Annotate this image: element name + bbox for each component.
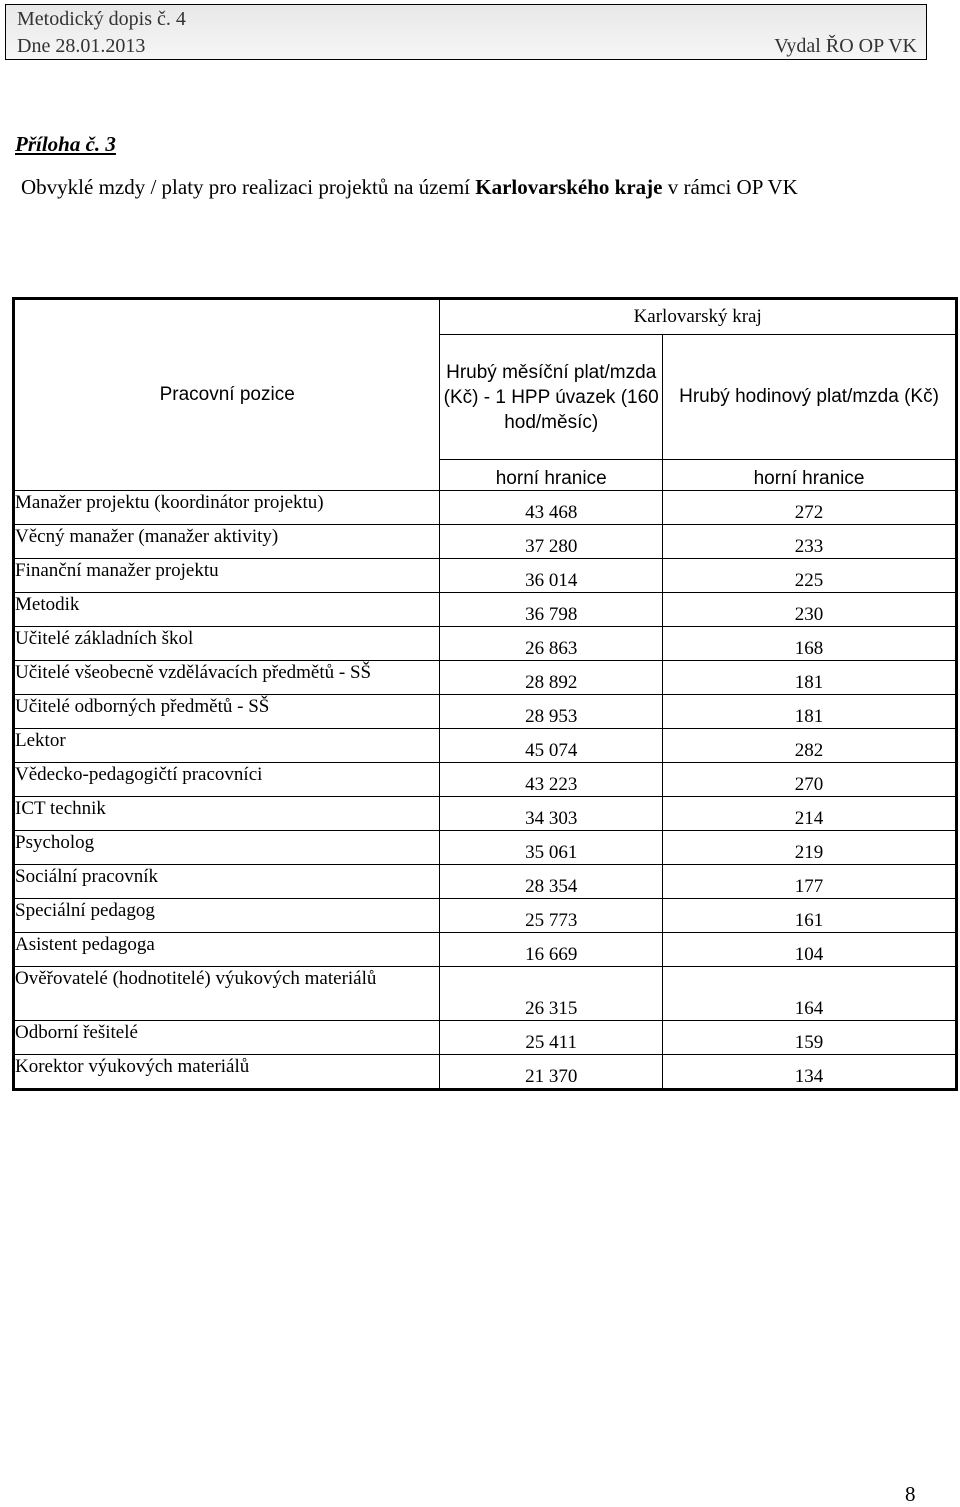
role-cell: Odborní řešitelé [14,1021,440,1055]
role-cell: Učitelé základních škol [14,627,440,661]
table-row [14,593,957,627]
monthly-salary-cell: 28 892 [440,661,663,695]
role-cell: Finanční manažer projektu [14,559,440,593]
subtitle-text-before: Obvyklé mzdy / platy pro realizaci projektů na území [21,175,476,199]
issuer: Vydal ŘO OP VK [774,35,917,57]
hourly-salary-cell: 134 [663,1055,957,1090]
hourly-salary-cell: 159 [663,1021,957,1055]
hourly-salary-cell: 177 [663,865,957,899]
table-row [14,899,957,933]
monthly-salary-cell: 43 223 [440,763,663,797]
page-number: 8 [905,1482,916,1506]
region-header-row [14,299,957,335]
table-row [14,967,957,1021]
subtitle-text-after: v rámci OP VK [662,175,798,199]
hourly-upper-bound-header: horní hranice [663,460,957,491]
hourly-salary-cell: 219 [663,831,957,865]
table-row [14,1055,957,1090]
role-cell: Manažer projektu (koordinátor projektu) [14,491,440,525]
monthly-salary-cell: 26 315 [440,967,663,1021]
table-row [14,797,957,831]
role-cell: Věcný manažer (manažer aktivity) [14,525,440,559]
role-cell: Korektor výukových materiálů [14,1055,440,1090]
hourly-salary-cell: 164 [663,967,957,1021]
salary-table [12,297,958,1091]
table-row [14,661,957,695]
region-header: Karlovarský kraj [440,299,957,335]
monthly-salary-cell: 45 074 [440,729,663,763]
table-row [14,933,957,967]
role-cell: Lektor [14,729,440,763]
issue-date: Dne 28.01.2013 [17,35,146,57]
table-row [14,831,957,865]
monthly-salary-cell: 36 798 [440,593,663,627]
monthly-salary-cell: 34 303 [440,797,663,831]
monthly-salary-cell: 36 014 [440,559,663,593]
role-cell: ICT technik [14,797,440,831]
hourly-salary-cell: 272 [663,491,957,525]
monthly-salary-cell: 16 669 [440,933,663,967]
hourly-salary-cell: 161 [663,899,957,933]
document-subtitle [21,175,798,200]
role-cell: Učitelé odborných předmětů - SŠ [14,695,440,729]
subtitle-region: Karlovarského kraje [475,175,663,199]
table-row [14,627,957,661]
role-cell: Vědecko-pedagogičtí pracovníci [14,763,440,797]
hourly-salary-cell: 282 [663,729,957,763]
monthly-salary-cell: 28 953 [440,695,663,729]
table-row [14,695,957,729]
hourly-salary-cell: 233 [663,525,957,559]
role-cell: Asistent pedagoga [14,933,440,967]
circular-number: Metodický dopis č. 4 [17,8,186,30]
role-cell: Metodik [14,593,440,627]
table-row [14,865,957,899]
annex-label: Příloha č. 3 [15,132,116,156]
table-row [14,763,957,797]
hourly-salary-cell: 214 [663,797,957,831]
hourly-salary-cell: 225 [663,559,957,593]
hourly-salary-cell: 181 [663,661,957,695]
hourly-salary-header: Hrubý hodinový plat/mzda (Kč) [663,335,957,460]
table-row [14,559,957,593]
monthly-salary-header: Hrubý měsíční plat/mzda (Kč) - 1 HPP úvazek (160 hod/měsíc) [440,335,663,460]
monthly-upper-bound-header: horní hranice [440,460,663,491]
monthly-salary-cell: 28 354 [440,865,663,899]
document-header [5,4,927,60]
hourly-salary-cell: 181 [663,695,957,729]
hourly-salary-cell: 104 [663,933,957,967]
role-cell: Učitelé všeobecně vzdělávacích předmětů - SŠ [14,661,440,695]
table-row [14,1021,957,1055]
table-row [14,491,957,525]
hourly-salary-cell: 168 [663,627,957,661]
hourly-salary-cell: 270 [663,763,957,797]
table-row [14,729,957,763]
monthly-salary-cell: 26 863 [440,627,663,661]
table-row [14,525,957,559]
monthly-salary-cell: 35 061 [440,831,663,865]
position-header: Pracovní pozice [14,299,440,491]
role-cell: Sociální pracovník [14,865,440,899]
monthly-salary-cell: 21 370 [440,1055,663,1090]
monthly-salary-cell: 25 773 [440,899,663,933]
role-cell: Psycholog [14,831,440,865]
role-cell: Speciální pedagog [14,899,440,933]
role-cell: Ověřovatelé (hodnotitelé) výukových materiálů [14,967,440,1021]
monthly-salary-cell: 25 411 [440,1021,663,1055]
hourly-salary-cell: 230 [663,593,957,627]
monthly-salary-cell: 43 468 [440,491,663,525]
monthly-salary-cell: 37 280 [440,525,663,559]
